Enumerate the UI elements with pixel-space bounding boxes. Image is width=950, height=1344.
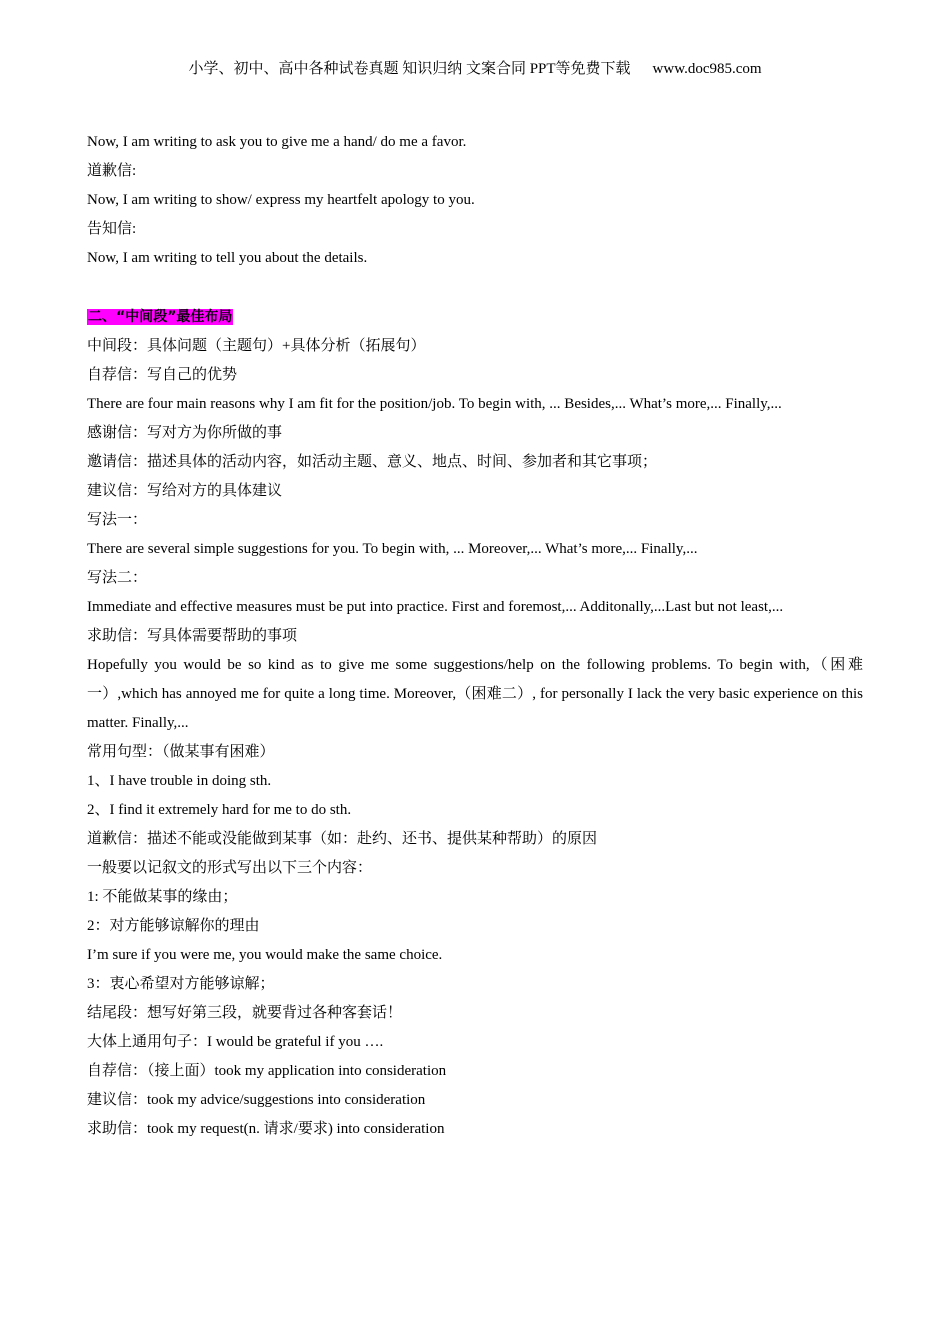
page-header <box>0 57 950 78</box>
paragraph: There are several simple suggestions for you. To begin with, ... Moreover,... What’s more,... Finally,... <box>87 541 698 557</box>
paragraph: 求助信：写具体需要帮助的事项 <box>87 628 298 644</box>
paragraph: 道歉信：描述不能或没能做到某事（如：赴约、还书、提供某种帮助）的原因 <box>87 831 598 847</box>
paragraph: Immediate and effective measures must be put into practice. First and foremost,... Additonally,...Last but not least,... <box>87 599 784 615</box>
paragraph: I’m sure if you were me, you would make the same choice. <box>87 947 443 963</box>
paragraph: 2：对方能够谅解你的理由 <box>87 918 260 934</box>
header-url[interactable]: www.doc985.com <box>652 61 762 77</box>
paragraph: 道歉信: <box>87 163 137 179</box>
paragraph: 结尾段：想写好第三段，就要背过各种客套话！ <box>87 1005 403 1021</box>
paragraph: There are four main reasons why I am fit for the position/job. To begin with, ... Besides,... What’s more,... Finally,... <box>87 396 782 412</box>
paragraph: 建议信：took my advice/suggestions into consideration <box>87 1092 426 1108</box>
paragraph: 建议信：写给对方的具体建议 <box>87 483 283 499</box>
paragraph: Now, I am writing to ask you to give me a hand/ do me a favor. <box>87 134 467 150</box>
paragraph: Now, I am writing to show/ express my heartfelt apology to you. <box>87 192 475 208</box>
paragraph: 求助信：took my request(n. 请求/要求) into consideration <box>87 1121 445 1137</box>
paragraph: 2、I find it extremely hard for me to do sth. <box>87 802 352 818</box>
paragraph: 自荐信：写自己的优势 <box>87 367 238 383</box>
paragraph: 大体上通用句子：I would be grateful if you …. <box>87 1034 384 1050</box>
paragraph: Now, I am writing to tell you about the details. <box>87 250 368 266</box>
header-text: 小学、初中、高中各种试卷真题 知识归纳 文案合同 PPT等免费下载 <box>188 61 631 77</box>
paragraph: 1: 不能做某事的缘由； <box>87 889 238 905</box>
paragraph: 1、I have trouble in doing sth. <box>87 773 272 789</box>
section-heading <box>87 303 863 332</box>
paragraph: 邀请信：描述具体的活动内容，如活动主题、意义、地点、时间、参加者和其它事项； <box>87 454 658 470</box>
paragraph: 一般要以记叙文的形式写出以下三个内容： <box>87 860 373 876</box>
paragraph: 感谢信：写对方为你所做的事 <box>87 425 283 441</box>
paragraph: 写法二： <box>87 570 148 586</box>
paragraph: 告知信: <box>87 221 137 237</box>
paragraph: 中间段：具体问题（主题句）+具体分析（拓展句） <box>87 338 426 354</box>
paragraph: Hopefully you would be so kind as to give me some suggestions/help on the following problems. To begin with,（困难一）,which has annoyed me for quite a long time. Moreover,（困难二）, for personally I lack the very basic experience on this matter. Finally,... <box>87 657 863 731</box>
paragraph: 常用句型：（做某事有困难） <box>87 744 275 760</box>
section-heading-highlight: 二、“中间段”最佳布局 <box>88 309 233 325</box>
paragraph: 3：衷心希望对方能够谅解； <box>87 976 275 992</box>
paragraph: 自荐信：（接上面）took my application into consideration <box>87 1063 447 1079</box>
paragraph: 写法一： <box>87 512 148 528</box>
document-body <box>87 128 863 1144</box>
